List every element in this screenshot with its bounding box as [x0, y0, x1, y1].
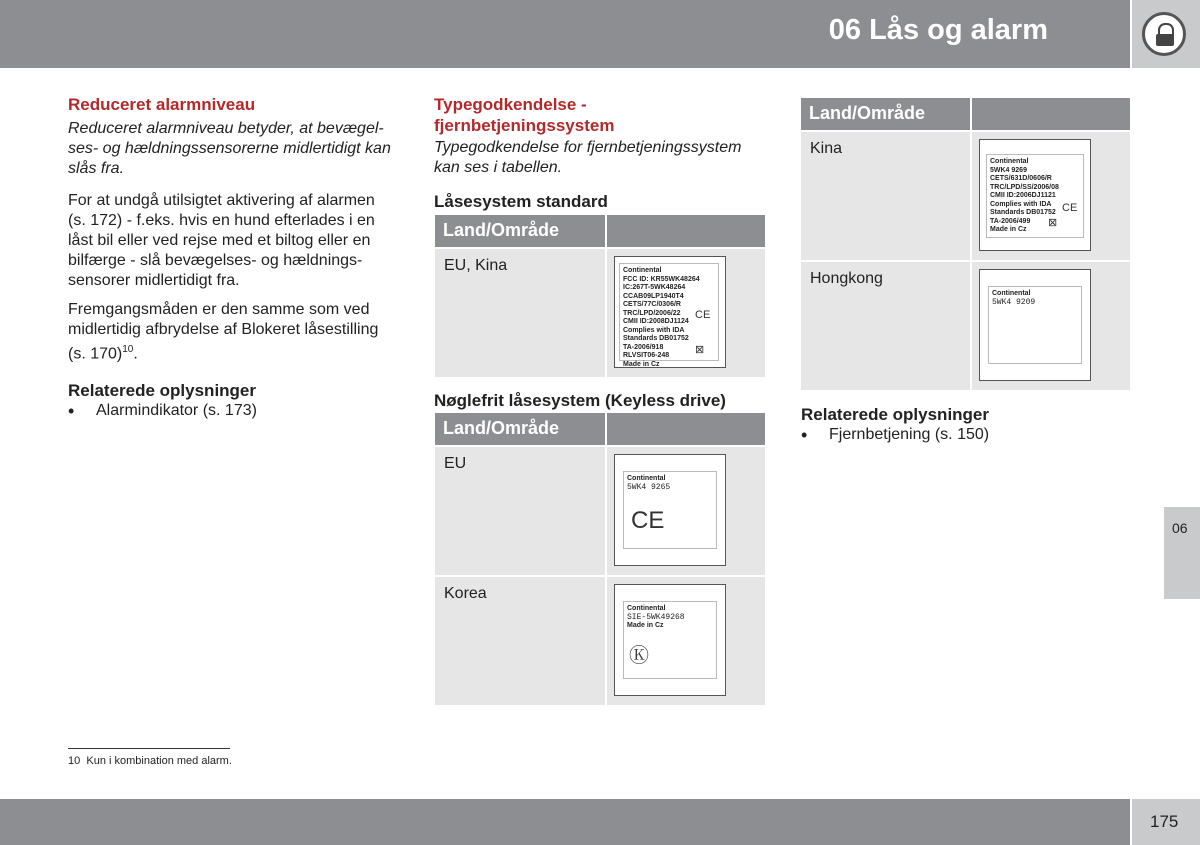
footnote-divider [68, 748, 230, 749]
section-heading: Typegodkendelse - fjernbetjeningssystem [434, 95, 615, 135]
table-cell: Korea [435, 577, 605, 705]
table-cell [607, 447, 765, 575]
middle-column [434, 94, 764, 212]
subheading-standard: Låsesystem standard [434, 192, 608, 211]
related-link-alarmindikator[interactable]: • Alarmindikator (s. 173) [68, 401, 408, 421]
paragraph-1: For at undgå utilsigtet aktivering af alarmen (s. 172) - f.eks. hvis en hund efterlades i en låst bil eller ved rejse med et biltog eller en bilfærge - slå bevægelses- og hældnings- sensorer midlertidigt fra. [68, 192, 375, 289]
header-bar [0, 0, 1130, 68]
table-cell [972, 132, 1130, 260]
intro-text: Typegodkendelse for fjernbetjeningssystem kan ses i tabellen. [434, 139, 742, 176]
table-header-cell [607, 215, 765, 247]
intro-text: Reduceret alarmniveau betyder, at bevægel- ses- og hældningssensorerne midlertidigt kan slås fra. [68, 120, 391, 177]
related-heading: Relaterede oplysninger [68, 381, 257, 401]
table-cell [607, 249, 765, 377]
lock-icon [1142, 12, 1186, 56]
table-cell: Hongkong [801, 262, 970, 390]
footnote-ref[interactable]: 10 [122, 344, 134, 355]
footnote: 10 Kun i kombination med alarm. [68, 755, 232, 767]
section-heading: Reduceret alarmniveau [68, 95, 256, 114]
approval-label-image: Continental 5WK4 9265 CE [614, 454, 726, 566]
right-related [801, 405, 1131, 445]
related-heading: Relaterede oplysninger [801, 405, 990, 424]
chapter-title: 06 Lås og alarm [828, 14, 1048, 46]
approval-label-image: Continental 5WK4 9269 CETS/631D/0606/R TRC/LPD/SS/2006/08 CMII ID:2006DJ1121 Complies with IDA Standards DB01752 TA-2006/499 Made in Cz CE ⊠ [979, 139, 1091, 251]
paragraph-2: Fremgangsmåden er den samme som ved midlertidig afbrydelse af Blokeret låsestilling (s. 170)$^{10}$. [68, 301, 379, 363]
ce-mark-icon: CE [631, 507, 665, 534]
table-cell [972, 262, 1130, 390]
wee-mark-icon: ⊠ [1048, 217, 1058, 229]
table-header-cell [607, 413, 765, 445]
page-number: 175 [1150, 812, 1179, 831]
left-column [68, 94, 408, 421]
table-cell: Kina [801, 132, 970, 260]
table-header-cell: Land/Område [435, 215, 605, 247]
table-cell: EU [435, 447, 605, 575]
related-link-fjernbetjening[interactable]: • Fjernbetjening (s. 150) [801, 425, 1131, 445]
chapter-icon-box [1132, 0, 1200, 68]
table-header-cell [972, 98, 1130, 130]
ce-mark-icon: CE [1062, 202, 1078, 214]
wee-mark-icon: ⊠ [695, 344, 705, 356]
approval-label-image: Continental FCC ID: KR55WK48264 IC:267T-5WK48264 CCAB09LP1940T4 CETS/77C/0306/R TRC/LPD/2006/22 CMII ID:2008DJ1124 Complies with IDA Standards DB01752 TA-2006/918 RLVSIT06-248 Made in Cz CE ⊠ [614, 256, 726, 368]
chapter-side-tab[interactable]: 06 [1164, 507, 1200, 599]
table-cell: EU, Kina [435, 249, 605, 377]
kc-mark-icon: Ⓚ [629, 645, 649, 667]
table-cell [607, 577, 765, 705]
table-header-cell: Land/Område [435, 413, 605, 445]
approval-label-image: Continental SIE-5WK49268 Made in Cz Ⓚ [614, 584, 726, 696]
table-header-cell: Land/Område [801, 98, 970, 130]
approval-label-image: Continental 5WK4 9209 [979, 269, 1091, 381]
ce-mark-icon: CE [695, 309, 711, 321]
footer-bar [0, 799, 1130, 845]
subheading-keyless: Nøglefrit låsesystem (Keyless drive) [434, 391, 726, 410]
